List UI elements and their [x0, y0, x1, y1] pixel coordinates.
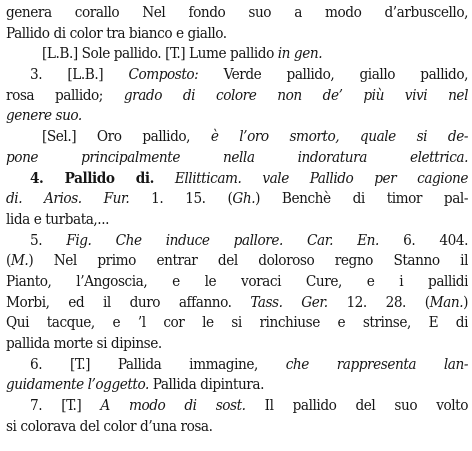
text-line	[6, 333, 468, 354]
text-line	[6, 250, 468, 271]
text-line	[6, 147, 468, 168]
text-line	[6, 312, 468, 333]
italic-run: Man.	[429, 292, 464, 311]
italic-run: in gen.	[277, 44, 323, 63]
italic-run: genere suo.	[6, 106, 82, 125]
text-line	[6, 354, 468, 375]
text-run: Il pallido del suo volto	[245, 396, 468, 415]
text-run: 12. 28. (	[327, 292, 430, 311]
italic-run: di. Arios. Fur.	[6, 189, 130, 208]
text-run: si colorava del color d’una rosa.	[6, 416, 213, 435]
text-run: pallida morte si dipinse.	[6, 334, 162, 352]
text-line	[6, 168, 468, 189]
text-line	[6, 23, 468, 44]
text-run: Pallido di color tra bianco e giallo.	[6, 23, 227, 42]
text-run: rosa pallido;	[6, 85, 124, 104]
dictionary-entry-text	[6, 2, 468, 436]
italic-run: grado di colore non de’ più vivi nel	[123, 85, 468, 104]
text-run: 6. [T.] Pallida immagine,	[30, 354, 286, 373]
text-run: Pallida dipintura.	[148, 375, 264, 394]
text-line	[6, 230, 468, 251]
italic-run: Fig. Che induce pallore. Car. En.	[66, 230, 379, 249]
italic-run: guidamente l’oggetto.	[6, 375, 149, 394]
text-line	[6, 292, 468, 313]
text-run: 6. 404.	[378, 230, 468, 249]
text-run: (	[6, 251, 11, 270]
text-run: Pianto, l’Angoscia, e le voraci Cure, e i pallidi	[6, 271, 468, 290]
italic-run: che rappresenta lan-	[285, 354, 468, 373]
text-line	[6, 126, 468, 147]
text-run: ) Nel primo entrar del doloroso regno Stanno il	[28, 251, 468, 270]
text-run: [Sel.] Oro pallido,	[42, 127, 211, 146]
italic-run: A modo di sost.	[100, 396, 246, 415]
text-line	[6, 374, 468, 395]
text-line	[6, 416, 468, 437]
text-line	[6, 271, 468, 292]
text-line	[6, 188, 468, 209]
text-line	[6, 43, 468, 64]
text-run: )	[463, 292, 468, 311]
text-line	[6, 85, 468, 106]
text-line	[6, 105, 468, 126]
italic-run: pone principalmente nella indoratura elettrica.	[6, 147, 468, 166]
text-run: 3. [L.B.]	[30, 65, 129, 84]
text-line	[6, 2, 468, 23]
text-run	[154, 169, 175, 187]
text-run: Verde pallido, giallo pallido,	[198, 65, 468, 84]
italic-run: Tass. Ger.	[250, 292, 328, 311]
text-line	[6, 209, 468, 230]
text-run: Qui tacque, e ’l cor le si rinchiuse e strinse, E di	[6, 313, 468, 332]
italic-run: M.	[10, 251, 29, 270]
italic-run: è l’oro smorto, quale si de-	[210, 127, 468, 146]
text-run: 5.	[30, 230, 67, 249]
text-line	[6, 64, 468, 85]
italic-run: Ellitticam. vale Pallido per cagione	[174, 168, 468, 187]
text-run: 7. [T.]	[30, 396, 101, 415]
text-run: [L.B.] Sole pallido. [T.] Lume pallido	[42, 44, 278, 63]
italic-run: Gh.	[232, 189, 256, 208]
text-run: genera corallo Nel fondo suo a modo d’arbuscello,	[6, 3, 468, 21]
italic-run: Composto:	[128, 65, 199, 84]
text-run: Morbi, ed il duro affanno.	[6, 292, 251, 311]
bold-run: 4. Pallido di.	[30, 168, 154, 187]
text-run: ) Benchè di timor pal-	[255, 189, 468, 208]
text-line	[6, 395, 468, 416]
text-run: 1. 15. (	[129, 189, 233, 208]
text-run: lida e turbata,...	[6, 209, 109, 228]
